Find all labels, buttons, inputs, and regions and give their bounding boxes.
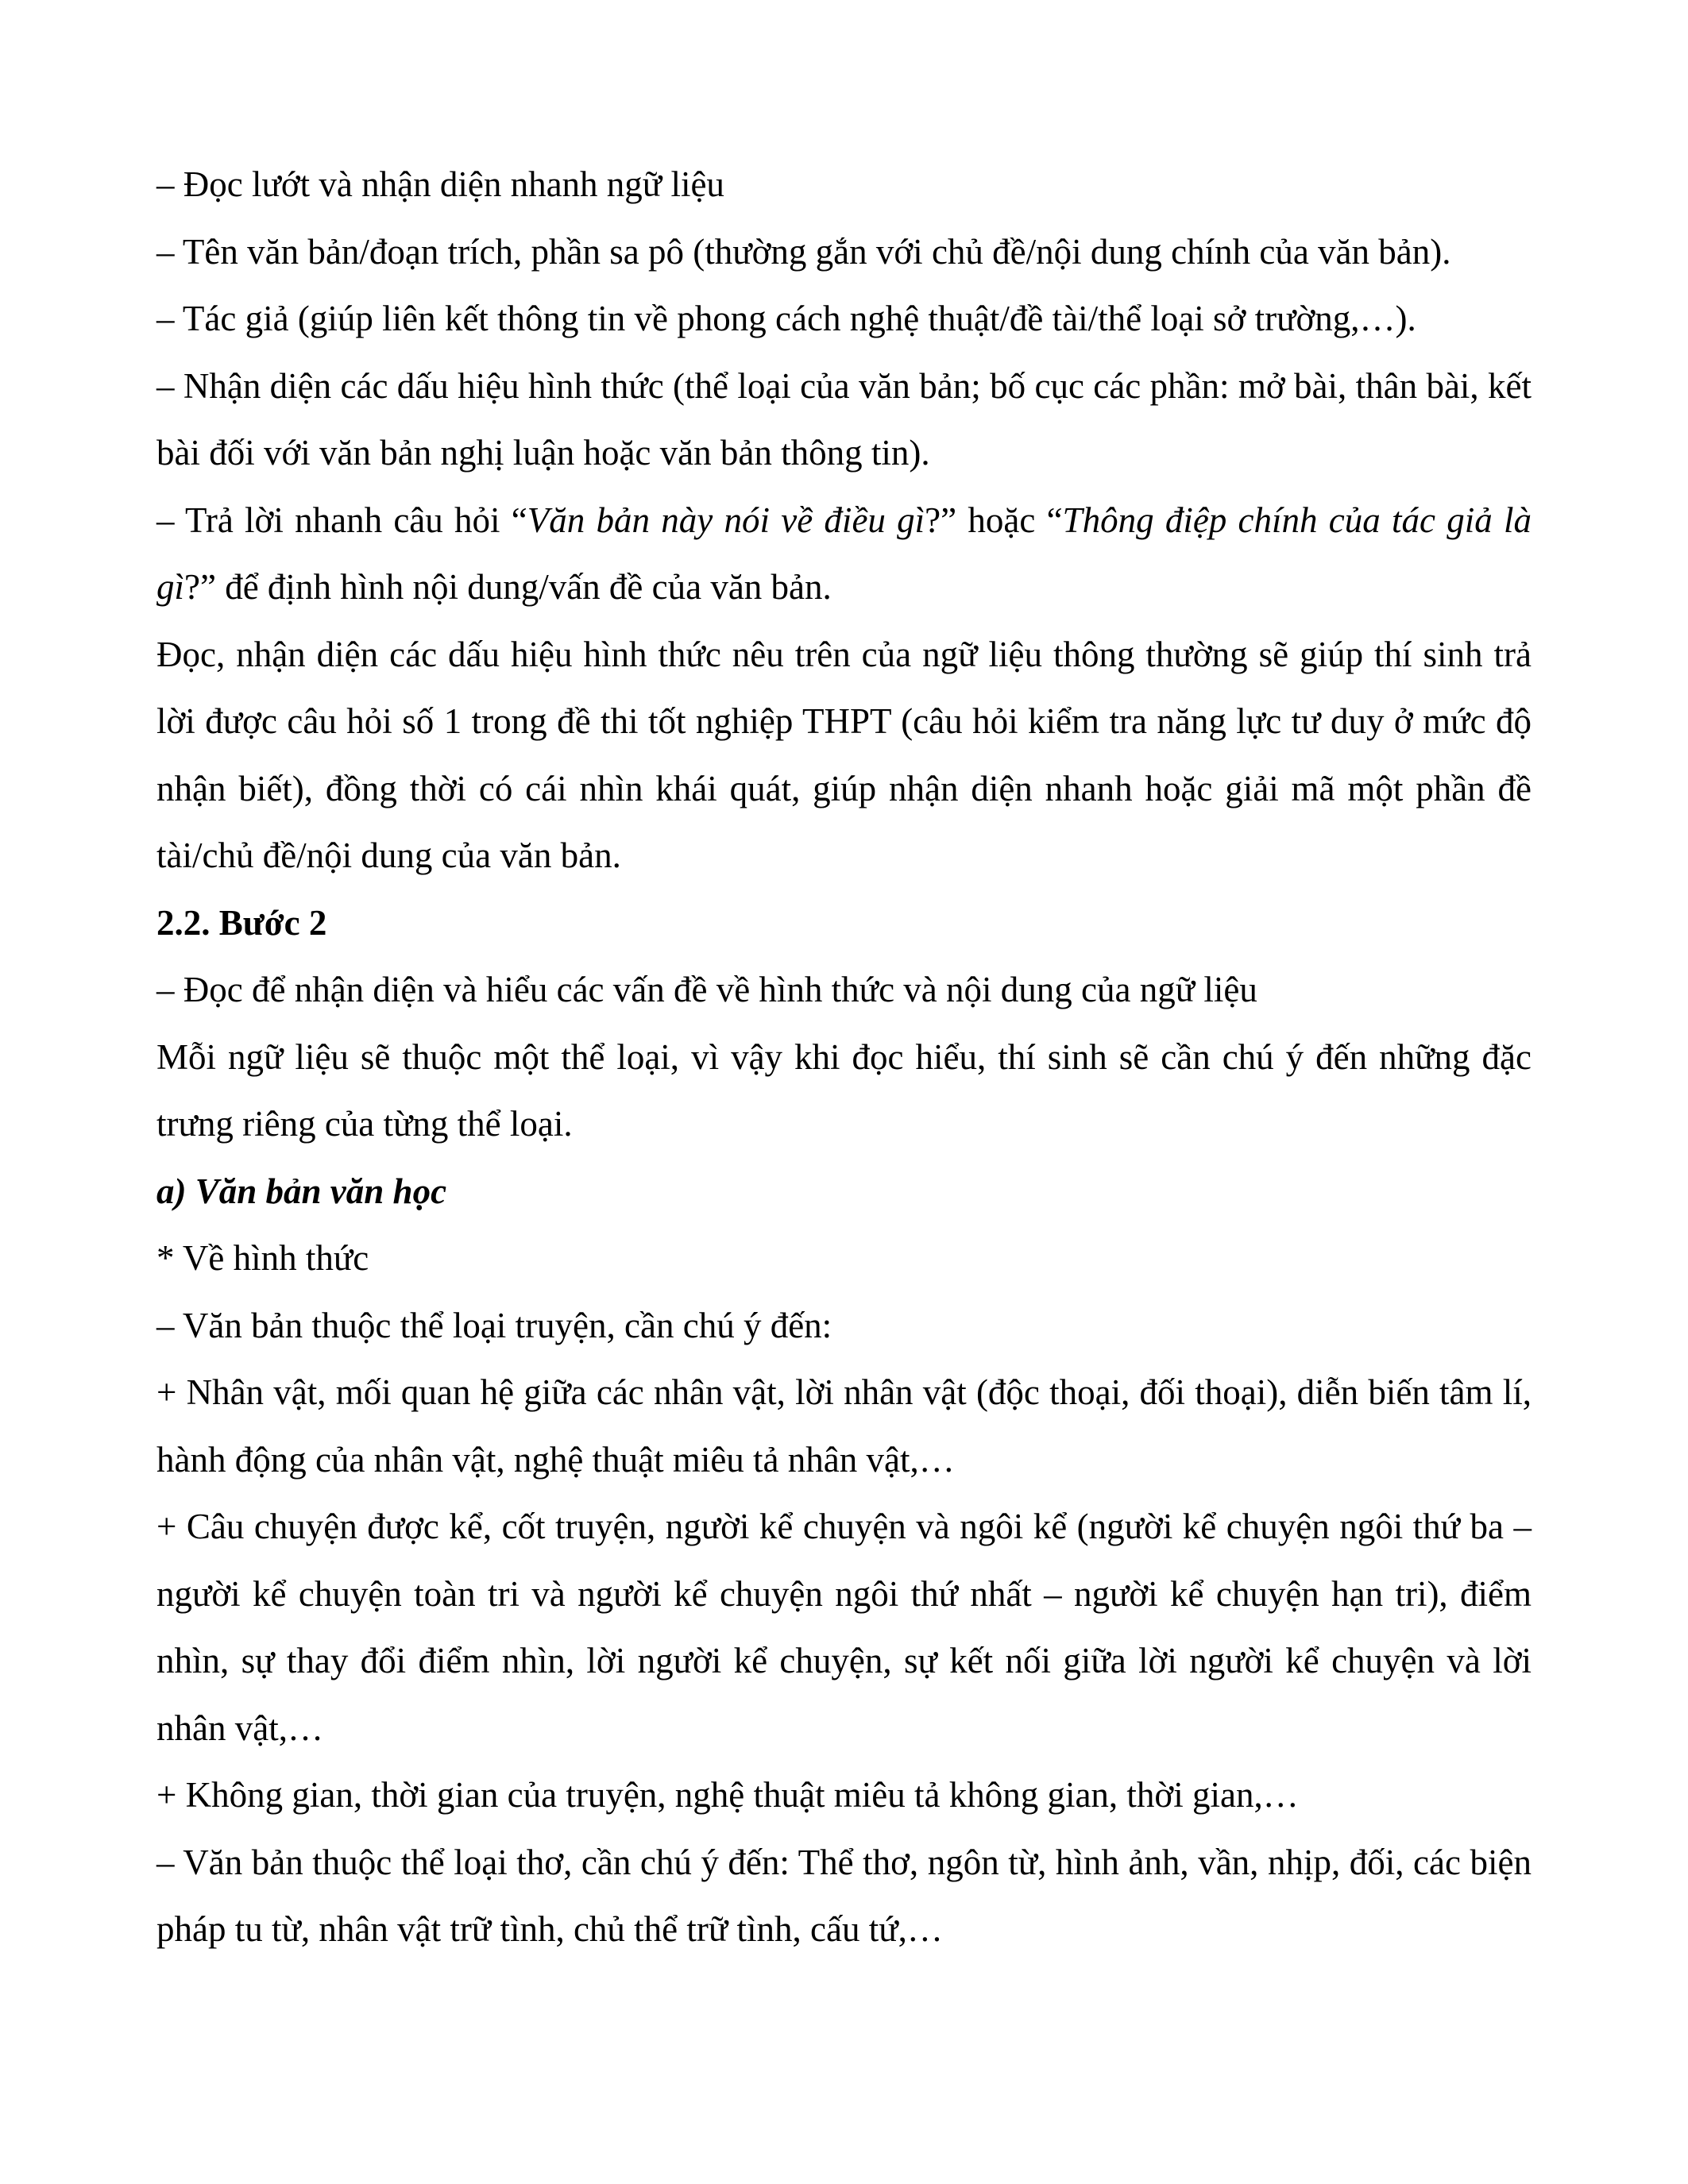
- paragraph-author: – Tác giả (giúp liên kết thông tin về phong cách nghệ thuật/đề tài/thể loại sở trường,…).: [156, 299, 1416, 338]
- paragraph-summary: Đọc, nhận diện các dấu hiệu hình thức nêu trên của ngữ liệu thông thường sẽ giúp thí sinh trả lời được câu hỏi số 1 trong đề thi tốt nghiệp THPT (câu hỏi kiểm tra năng lực tư duy ở mức độ nhận biết), đồng thời có cái nhìn khái quát, giúp nhận diện nhanh hoặc giải mã một phần đề tài/chủ đề/nội dung của văn bản.: [156, 634, 1532, 875]
- paragraph-form-signs: – Nhận diện các dấu hiệu hình thức (thể loại của văn bản; bố cục các phần: mở bài, thân bài, kết bài đối với văn bản nghị luận hoặc văn bản thông tin).: [156, 365, 1532, 473]
- paragraph-skim-read: – Đọc lướt và nhận diện nhanh ngữ liệu: [156, 164, 724, 204]
- quick-answer-question-1: Văn bản này nói về điều gì: [527, 500, 925, 540]
- heading-step-2: 2.2. Bước 2: [156, 902, 327, 943]
- paragraph-story-genre: – Văn bản thuộc thể loại truyện, cần chú ý đến:: [156, 1305, 832, 1345]
- paragraph-poetry-genre: – Văn bản thuộc thể loại thơ, cần chú ý đến: Thể thơ, ngôn từ, hình ảnh, vần, nhịp, đối, các biện pháp tu từ, nhân vật trữ tình, chủ thể trữ tình, cấu tứ,…: [156, 1842, 1532, 1949]
- quick-answer-text-3: ?” để định hình nội dung/vấn đề của văn bản.: [184, 567, 832, 607]
- paragraph-title-sapo: – Tên văn bản/đoạn trích, phần sa pô (thường gắn với chủ đề/nội dung chính của văn bản).: [156, 231, 1451, 272]
- quick-answer-text-1: – Trả lời nhanh câu hỏi “: [156, 500, 527, 540]
- paragraph-genre-note: Mỗi ngữ liệu sẽ thuộc một thể loại, vì vậy khi đọc hiểu, thí sinh sẽ cần chú ý đến những đặc trưng riêng của từng thể loại.: [156, 1036, 1532, 1144]
- paragraph-form-heading: * Về hình thức: [156, 1238, 369, 1278]
- quick-answer-question-2: Thông điệp chính của tác giả là gì: [156, 500, 1532, 607]
- document-page: [156, 151, 1532, 1963]
- paragraph-read-understand: – Đọc để nhận diện và hiểu các vấn đề về hình thức và nội dung của ngữ liệu: [156, 970, 1257, 1009]
- paragraph-space-time: + Không gian, thời gian của truyện, nghệ thuật miêu tả không gian, thời gian,…: [156, 1775, 1299, 1815]
- paragraph-characters: + Nhân vật, mối quan hệ giữa các nhân vật, lời nhân vật (độc thoại, đối thoại), diễn biến tâm lí, hành động của nhân vật, nghệ thuật miêu tả nhân vật,…: [156, 1372, 1532, 1480]
- quick-answer-text-2: ?” hoặc “: [925, 500, 1063, 540]
- heading-literary-text: a) Văn bản văn học: [156, 1171, 447, 1211]
- paragraph-quick-answer: [156, 487, 1532, 621]
- paragraph-narrator: + Câu chuyện được kể, cốt truyện, người kể chuyện và ngôi kể (người kể chuyện ngôi thứ ba – người kể chuyện toàn tri và người kể chuyện ngôi thứ nhất – người kể chuyện hạn tri), điểm nhìn, sự thay đổi điểm nhìn, lời người kể chuyện, sự kết nối giữa lời người kể chuyện và lời nhân vật,…: [156, 1507, 1532, 1748]
